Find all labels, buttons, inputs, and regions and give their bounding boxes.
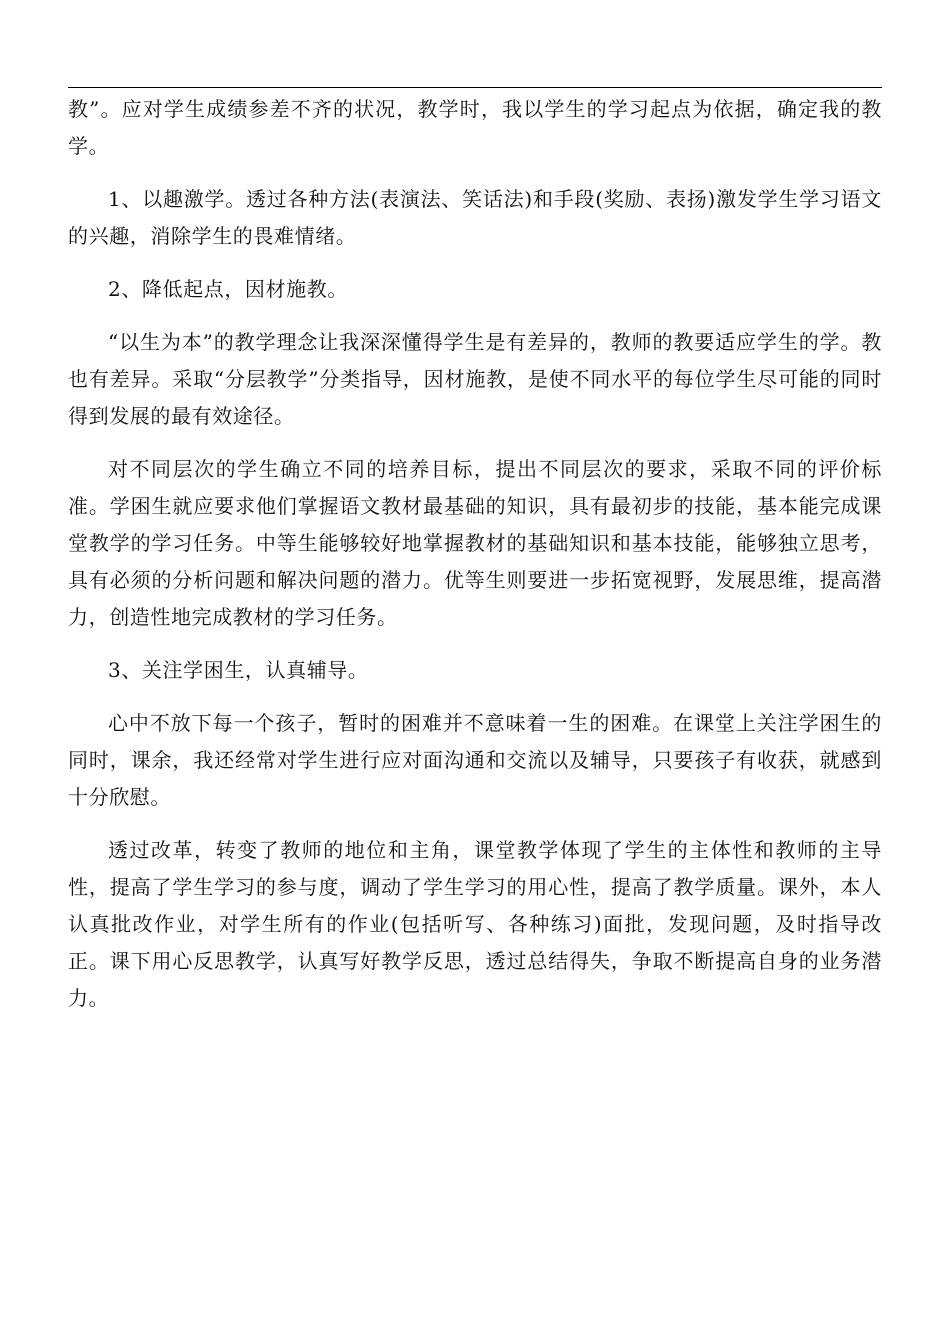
paragraph: 心中不放下每一个孩子，暂时的困难并不意味着一生的困难。在课堂上关注学困生的同时，课余，我还经常对学生进行应对面沟通和交流以及辅导，只要孩子有收获，就感到十分欣慰。 bbox=[68, 711, 882, 809]
paragraph: 教”。应对学生成绩参差不齐的状况，教学时，我以学生的学习起点为依据，确定我的教学。 bbox=[68, 97, 882, 158]
document-body bbox=[68, 91, 882, 1033]
paragraph: “以生为本”的教学理念让我深深懂得学生是有差异的，教师的教要适应学生的学。教也有差异。采取“分层教学”分类指导，因材施教，是使不同水平的每位学生尽可能的同时得到发展的最有效途径。 bbox=[68, 330, 882, 428]
paragraph: 透过改革，转变了教师的地位和主角，课堂教学体现了学生的主体性和教师的主导性，提高了学生学习的参与度，调动了学生学习的用心性，提高了教学质量。课外，本人认真批改作业，对学生所有的作业(包括听写、各种练习)面批，发现问题，及时指导改正。课下用心反思教学，认真写好教学反思，透过总结得失，争取不断提高自身的业务潜力。 bbox=[68, 838, 882, 1010]
paragraph: 对不同层次的学生确立不同的培养目标，提出不同层次的要求，采取不同的评价标准。学困生就应要求他们掌握语文教材最基础的知识，具有最初步的技能，基本能完成课堂教学的学习任务。中等生能够较好地掌握教材的基础知识和基本技能，能够独立思考，具有必须的分析问题和解决问题的潜力。优等生则要进一步拓宽视野，发展思维，提高潜力，创造性地完成教材的学习任务。 bbox=[68, 457, 882, 629]
paragraph: 3、关注学困生，认真辅导。 bbox=[108, 658, 369, 682]
paragraph: 1、以趣激学。透过各种方法(表演法、笑话法)和手段(奖励、表扬)激发学生学习语文的兴趣，消除学生的畏难情绪。 bbox=[68, 187, 882, 248]
paragraph: 2、降低起点，因材施教。 bbox=[108, 277, 348, 301]
header-rule bbox=[68, 87, 882, 88]
